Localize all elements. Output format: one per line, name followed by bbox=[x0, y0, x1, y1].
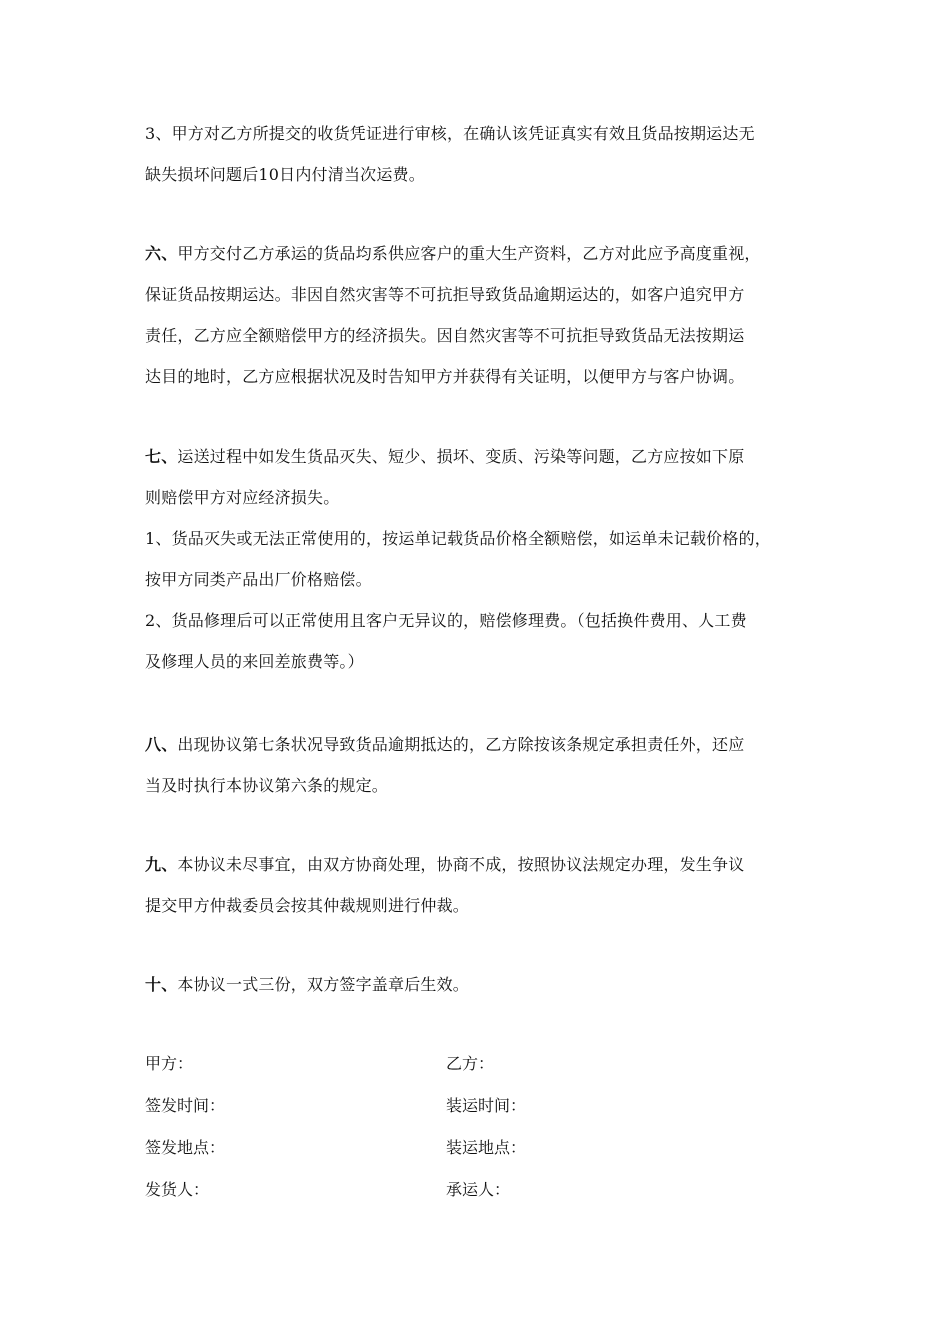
clause-line: 达目的地时，乙方应根据状况及时告知甲方并获得有关证明，以便甲方与客户协调。 bbox=[145, 367, 745, 386]
clause-number: 七、 bbox=[145, 447, 178, 466]
loading-place-label: 装运地点： bbox=[446, 1138, 527, 1157]
clause-line: 甲方交付乙方承运的货品均系供应客户的重大生产资料，乙方对此应予高度重视， bbox=[177, 244, 761, 263]
clause-line: 运送过程中如发生货品灭失、短少、损坏、变质、污染等问题，乙方应按如下原 bbox=[177, 447, 745, 466]
clause-number: 六、 bbox=[145, 244, 178, 263]
clause-line: 当及时执行本协议第六条的规定。 bbox=[145, 776, 389, 795]
clause-number: 十、 bbox=[145, 975, 178, 994]
loading-time-label: 装运时间： bbox=[446, 1096, 527, 1115]
clause-line: 出现协议第七条状况导致货品逾期抵达的，乙方除按该条规定承担责任外，还应 bbox=[177, 735, 745, 754]
party-b-label: 乙方： bbox=[446, 1054, 495, 1073]
clause-line: 提交甲方仲裁委员会按其仲裁规则进行仲裁。 bbox=[145, 896, 470, 915]
clause-5-item-3 bbox=[145, 113, 810, 195]
clause-number: 九、 bbox=[145, 855, 178, 874]
clause-line: 本协议一式三份，双方签字盖章后生效。 bbox=[177, 975, 470, 994]
clause-line: 及修理人员的来回差旅费等。） bbox=[145, 652, 364, 671]
signature-row bbox=[145, 1127, 810, 1169]
party-a-label: 甲方： bbox=[145, 1054, 194, 1073]
clause-line: 本协议未尽事宜，由双方协商处理，协商不成，按照协议法规定办理，发生争议 bbox=[177, 855, 745, 874]
clause-line: 则赔偿甲方对应经济损失。 bbox=[145, 488, 340, 507]
clause-number: 八、 bbox=[145, 735, 178, 754]
clause-6 bbox=[145, 233, 810, 397]
clause-7 bbox=[145, 436, 810, 682]
issue-place-label: 签发地点： bbox=[145, 1138, 226, 1157]
carrier-label: 承运人： bbox=[446, 1180, 511, 1199]
clause-line: 2、货品修理后可以正常使用且客户无异议的，赔偿修理费。（包括换件费用、人工费 bbox=[145, 611, 747, 630]
signature-row bbox=[145, 1169, 810, 1211]
clause-line: 按甲方同类产品出厂价格赔偿。 bbox=[145, 570, 372, 589]
clause-9 bbox=[145, 844, 810, 926]
clause-line: 责任，乙方应全额赔偿甲方的经济损失。因自然灾害等不可抗拒导致货品无法按期运 bbox=[145, 326, 745, 345]
clause-line: 1、货品灭失或无法正常使用的，按运单记载货品价格全额赔偿，如运单未记载价格的， bbox=[145, 529, 771, 548]
clause-10 bbox=[145, 964, 810, 1005]
shipper-label: 发货人： bbox=[145, 1180, 210, 1199]
issue-time-label: 签发时间： bbox=[145, 1096, 226, 1115]
clause-line: 3、甲方对乙方所提交的收货凭证进行审核，在确认该凭证真实有效且货品按期运达无 bbox=[145, 124, 755, 143]
clause-8 bbox=[145, 724, 810, 806]
clause-line: 保证货品按期运达。非因自然灾害等不可抗拒导致货品逾期运达的，如客户追究甲方 bbox=[145, 285, 745, 304]
signature-row bbox=[145, 1043, 810, 1085]
clause-line: 缺失损坏问题后10日内付清当次运费。 bbox=[145, 165, 425, 184]
signature-block bbox=[145, 1043, 810, 1211]
signature-row bbox=[145, 1085, 810, 1127]
